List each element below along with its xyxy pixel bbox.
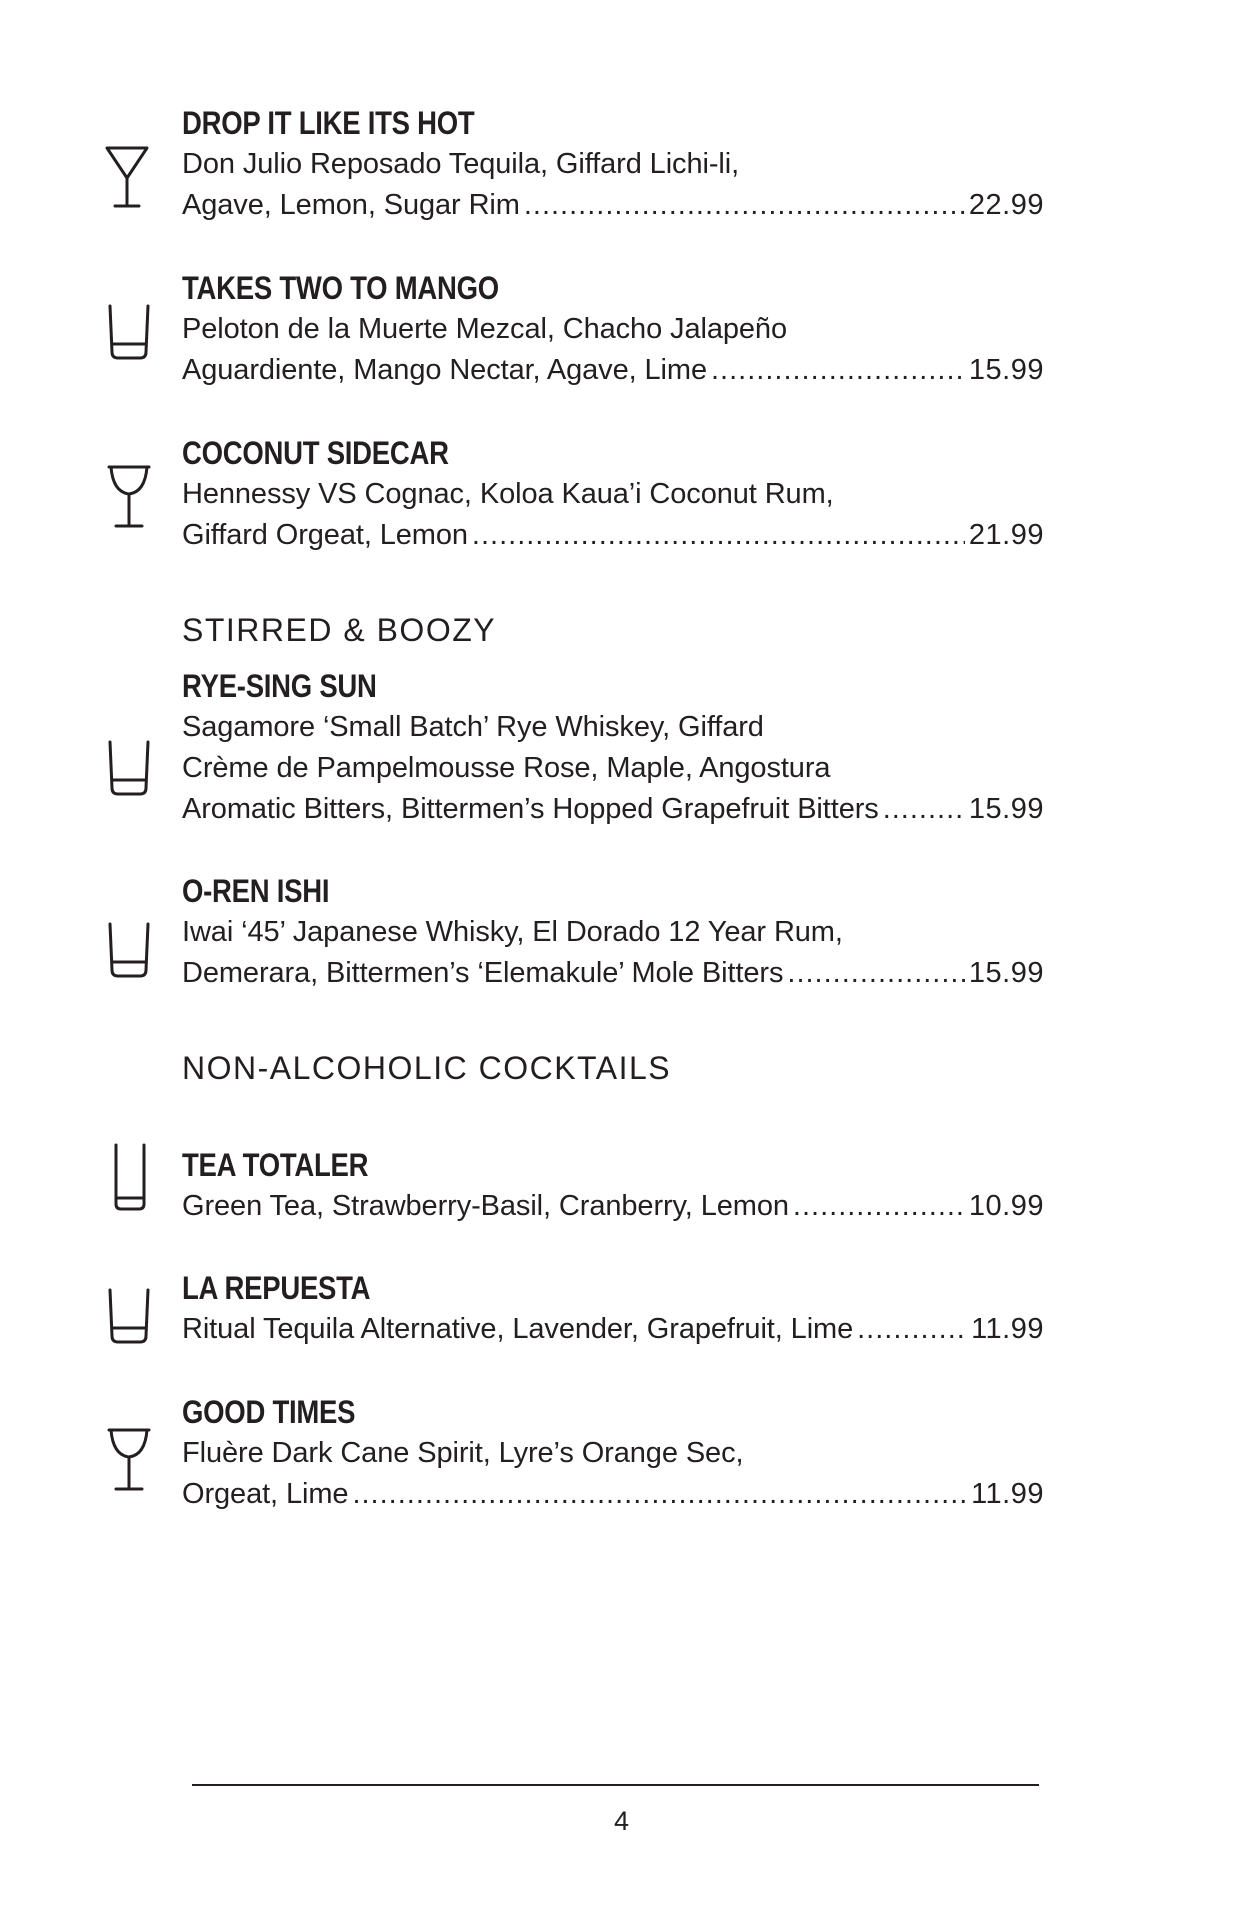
item-description-price-line [182,1474,1044,1515]
item-price: 15.99 [968,957,1044,989]
item-price: 21.99 [968,519,1044,551]
section-heading: NON-ALCOHOLIC COCKTAILS [182,1050,672,1086]
menu-item [182,1392,1044,1515]
dot-leader [787,953,965,994]
item-description-line: Green Tea, Strawberry-Basil, Cranberry, Lemon [182,1190,789,1222]
item-description-price-line [182,1309,1044,1350]
item-name: O-REN ISHI [182,873,330,909]
item-price: 11.99 [971,1313,1044,1345]
item-description-price-line [182,350,1044,391]
item-description-price-line [182,185,1044,226]
item-description-line: Crème de Pampelmousse Rose, Maple, Angostura [182,752,831,784]
item-description-line: Ritual Tequila Alternative, Lavender, Grapefruit, Lime [182,1313,854,1345]
menu-item [182,433,1044,556]
menu-item [182,871,1044,994]
section-heading: STIRRED & BOOZY [182,612,497,648]
menu-item [182,268,1044,391]
item-name: LA REPUESTA [182,1270,371,1306]
dot-leader [857,1309,967,1350]
collins-glass-icon [106,1142,156,1212]
menu-item [182,1268,1044,1350]
rocks-glass-icon [104,736,154,806]
dot-leader [711,350,965,391]
item-description-line: Hennessy VS Cognac, Koloa Kaua’i Coconut Rum, [182,478,834,510]
dot-leader [883,789,965,830]
item-description-line: Demerara, Bittermen’s ‘Elemakule’ Mole Bitters [182,957,784,989]
item-description-line: Aromatic Bitters, Bittermen’s Hopped Grapefruit Bitters [182,793,879,825]
item-description-price-line [182,1186,1044,1227]
item-description-line: Sagamore ‘Small Batch’ Rye Whiskey, Giffard [182,711,764,743]
item-description-line: Aguardiente, Mango Nectar, Agave, Lime [182,354,707,386]
coupe-glass-icon [104,462,154,532]
item-description-line: Iwai ‘45’ Japanese Whisky, El Dorado 12 Year Rum, [182,916,843,948]
item-description-price-line [182,789,1044,830]
item-price: 15.99 [968,354,1044,386]
item-description-price-line [182,953,1044,994]
item-description-line: Orgeat, Lime [182,1478,349,1510]
dot-leader [524,185,965,226]
item-name: TEA TOTALER [182,1147,369,1183]
item-description-line: Fluère Dark Cane Spirit, Lyre’s Orange Sec, [182,1437,744,1469]
item-name: DROP IT LIKE ITS HOT [182,105,475,141]
rocks-glass-icon [104,918,154,988]
item-description-line: Agave, Lemon, Sugar Rim [182,189,520,221]
item-description-line: Don Julio Reposado Tequila, Giffard Lichi-li, [182,148,740,180]
menu-item [182,666,1044,830]
rocks-glass-icon [104,300,154,370]
item-description-line: Giffard Orgeat, Lemon [182,519,468,551]
dot-leader [352,1474,967,1515]
item-description-price-line [182,515,1044,556]
footer-divider [192,1784,1039,1786]
item-price: 22.99 [968,189,1044,221]
menu-item [182,1145,1044,1227]
rocks-glass-icon [104,1284,154,1354]
dot-leader [793,1186,965,1227]
menu-item [182,103,1044,226]
item-name: COCONUT SIDECAR [182,435,449,471]
page-number: 4 [613,1806,630,1836]
item-description-line: Peloton de la Muerte Mezcal, Chacho Jalapeño [182,313,787,345]
item-price: 11.99 [971,1478,1044,1510]
item-name: RYE-SING SUN [182,668,377,704]
item-name: TAKES TWO TO MANGO [182,270,499,306]
coupe-glass-icon [104,1425,154,1495]
dot-leader [472,515,965,556]
item-price: 10.99 [968,1190,1044,1222]
item-name: GOOD TIMES [182,1394,356,1430]
martini-glass-icon [102,142,152,212]
item-price: 15.99 [968,793,1044,825]
